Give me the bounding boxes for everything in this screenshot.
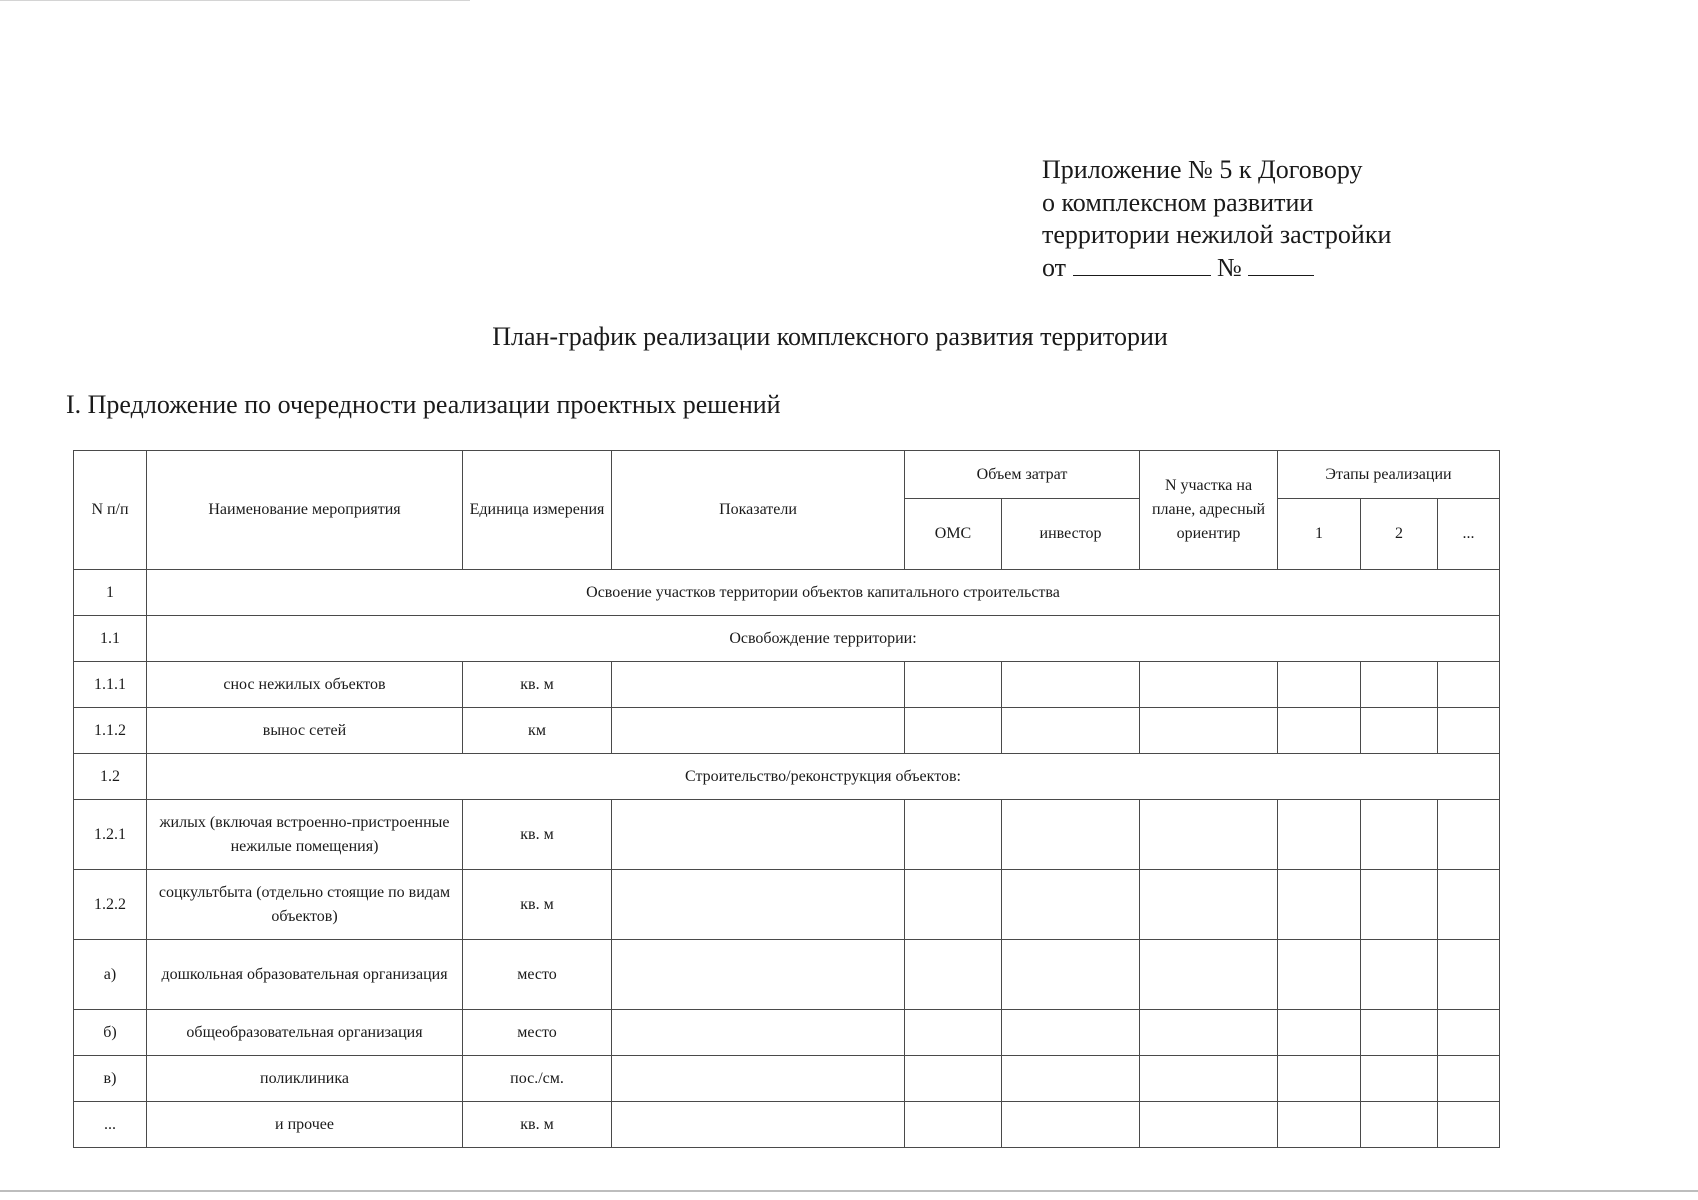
row-name: вынос сетей [147, 708, 463, 754]
row-num: а) [74, 940, 147, 1010]
cell-stage-more [1438, 940, 1500, 1010]
cell-stage-more [1438, 1010, 1500, 1056]
cell-stage-more [1438, 1056, 1500, 1102]
cell-stage-2 [1361, 1102, 1438, 1148]
header-name: Наименование мероприятия [147, 451, 463, 570]
cell-stage-2 [1361, 708, 1438, 754]
section-title: I. Предложение по очередности реализации проектных решений [66, 390, 781, 419]
row-unit: кв. м [463, 800, 612, 870]
row-num: 1 [74, 570, 147, 616]
cell-indicators [612, 800, 905, 870]
cell-plot [1140, 1056, 1278, 1102]
cell-stage-more [1438, 662, 1500, 708]
table-row [74, 800, 1500, 870]
header-costs: Объем затрат [905, 451, 1140, 499]
table-row-section-1-1 [74, 616, 1500, 662]
cell-stage-1 [1278, 1010, 1361, 1056]
cell-indicators [612, 940, 905, 1010]
cell-stage-1 [1278, 1056, 1361, 1102]
row-unit: кв. м [463, 1102, 612, 1148]
cell-indicators [612, 870, 905, 940]
row-unit: пос./см. [463, 1056, 612, 1102]
cell-investor [1002, 1102, 1140, 1148]
cell-oms [905, 940, 1002, 1010]
table-row [74, 1010, 1500, 1056]
cell-stage-more [1438, 870, 1500, 940]
scan-edge-top [0, 0, 470, 1]
cell-plot [1140, 662, 1278, 708]
cell-stage-more [1438, 708, 1500, 754]
cell-investor [1002, 870, 1140, 940]
number-blank [1248, 253, 1314, 276]
appendix-note [1042, 154, 1391, 284]
table-row [74, 870, 1500, 940]
cell-investor [1002, 1010, 1140, 1056]
row-unit: место [463, 1010, 612, 1056]
number-prefix: № [1217, 252, 1242, 282]
cell-investor [1002, 940, 1140, 1010]
row-section-title: Строительство/реконструкция объектов: [147, 754, 1500, 800]
cell-stage-2 [1361, 662, 1438, 708]
table-row-section-1-2 [74, 754, 1500, 800]
header-num: N п/п [74, 451, 147, 570]
header-row-1 [74, 451, 1500, 499]
header-costs-oms: ОМС [905, 499, 1002, 570]
date-prefix: от [1042, 252, 1067, 282]
cell-stage-2 [1361, 800, 1438, 870]
cell-stage-more [1438, 800, 1500, 870]
cell-stage-1 [1278, 940, 1361, 1010]
row-section-title: Освобождение территории: [147, 616, 1500, 662]
cell-oms [905, 1102, 1002, 1148]
row-unit: кв. м [463, 870, 612, 940]
cell-plot [1140, 1102, 1278, 1148]
table-row [74, 1102, 1500, 1148]
cell-oms [905, 1010, 1002, 1056]
date-blank [1073, 253, 1211, 276]
header-costs-investor: инвестор [1002, 499, 1140, 570]
cell-stage-more [1438, 1102, 1500, 1148]
appendix-line-3: территории нежилой застройки [1042, 220, 1392, 249]
scan-edge-bottom [0, 1190, 1698, 1192]
row-unit: км [463, 708, 612, 754]
header-stages: Этапы реализации [1278, 451, 1500, 499]
cell-oms [905, 708, 1002, 754]
cell-investor [1002, 708, 1140, 754]
cell-investor [1002, 1056, 1140, 1102]
row-num: 1.2.1 [74, 800, 147, 870]
cell-oms [905, 662, 1002, 708]
cell-stage-1 [1278, 708, 1361, 754]
cell-indicators [612, 1102, 905, 1148]
appendix-line-2: о комплексном развитии [1042, 187, 1314, 217]
row-num: 1.2 [74, 754, 147, 800]
table-row [74, 662, 1500, 708]
appendix-date-line [1042, 252, 1391, 285]
table-row-section-1 [74, 570, 1500, 616]
cell-stage-2 [1361, 870, 1438, 940]
header-stage-2: 2 [1361, 499, 1438, 570]
row-section-title: Освоение участков территории объектов капитального строительства [147, 570, 1500, 616]
row-num: ... [74, 1102, 147, 1148]
plan-table [73, 450, 1500, 1148]
row-num: б) [74, 1010, 147, 1056]
header-indicators: Показатели [612, 451, 905, 570]
cell-investor [1002, 662, 1140, 708]
row-name: снос нежилых объектов [147, 662, 463, 708]
cell-stage-1 [1278, 1102, 1361, 1148]
cell-plot [1140, 800, 1278, 870]
cell-stage-2 [1361, 940, 1438, 1010]
row-num: 1.1 [74, 616, 147, 662]
cell-indicators [612, 1056, 905, 1102]
row-num: 1.1.2 [74, 708, 147, 754]
cell-investor [1002, 800, 1140, 870]
row-num: в) [74, 1056, 147, 1102]
cell-indicators [612, 662, 905, 708]
appendix-line-1: Приложение № 5 к Договору [1042, 155, 1363, 184]
header-stage-1: 1 [1278, 499, 1361, 570]
row-name: и прочее [147, 1102, 463, 1148]
cell-plot [1140, 940, 1278, 1010]
cell-plot [1140, 708, 1278, 754]
cell-oms [905, 1056, 1002, 1102]
row-name: соцкультбыта (отдельно стоящие по видам объектов) [147, 870, 463, 940]
row-num: 1.1.1 [74, 662, 147, 708]
row-unit: кв. м [463, 662, 612, 708]
cell-plot [1140, 1010, 1278, 1056]
cell-oms [905, 800, 1002, 870]
cell-stage-1 [1278, 870, 1361, 940]
document-title: План-график реализации комплексного развития территории [492, 322, 1168, 351]
row-unit: место [463, 940, 612, 1010]
header-stage-more: ... [1438, 499, 1500, 570]
cell-stage-1 [1278, 800, 1361, 870]
cell-stage-2 [1361, 1010, 1438, 1056]
table-row [74, 708, 1500, 754]
cell-oms [905, 870, 1002, 940]
row-name: жилых (включая встроенно-пристроенные нежилые помещения) [147, 800, 463, 870]
cell-stage-2 [1361, 1056, 1438, 1102]
header-plot: N участка на плане, адресный ориентир [1140, 451, 1278, 570]
cell-indicators [612, 1010, 905, 1056]
cell-indicators [612, 708, 905, 754]
row-num: 1.2.2 [74, 870, 147, 940]
row-name: дошкольная образовательная организация [147, 940, 463, 1010]
row-name: поликлиника [147, 1056, 463, 1102]
table-row [74, 940, 1500, 1010]
cell-plot [1140, 870, 1278, 940]
cell-stage-1 [1278, 662, 1361, 708]
header-unit: Единица измерения [463, 451, 612, 570]
table-row [74, 1056, 1500, 1102]
row-name: общеобразовательная организация [147, 1010, 463, 1056]
